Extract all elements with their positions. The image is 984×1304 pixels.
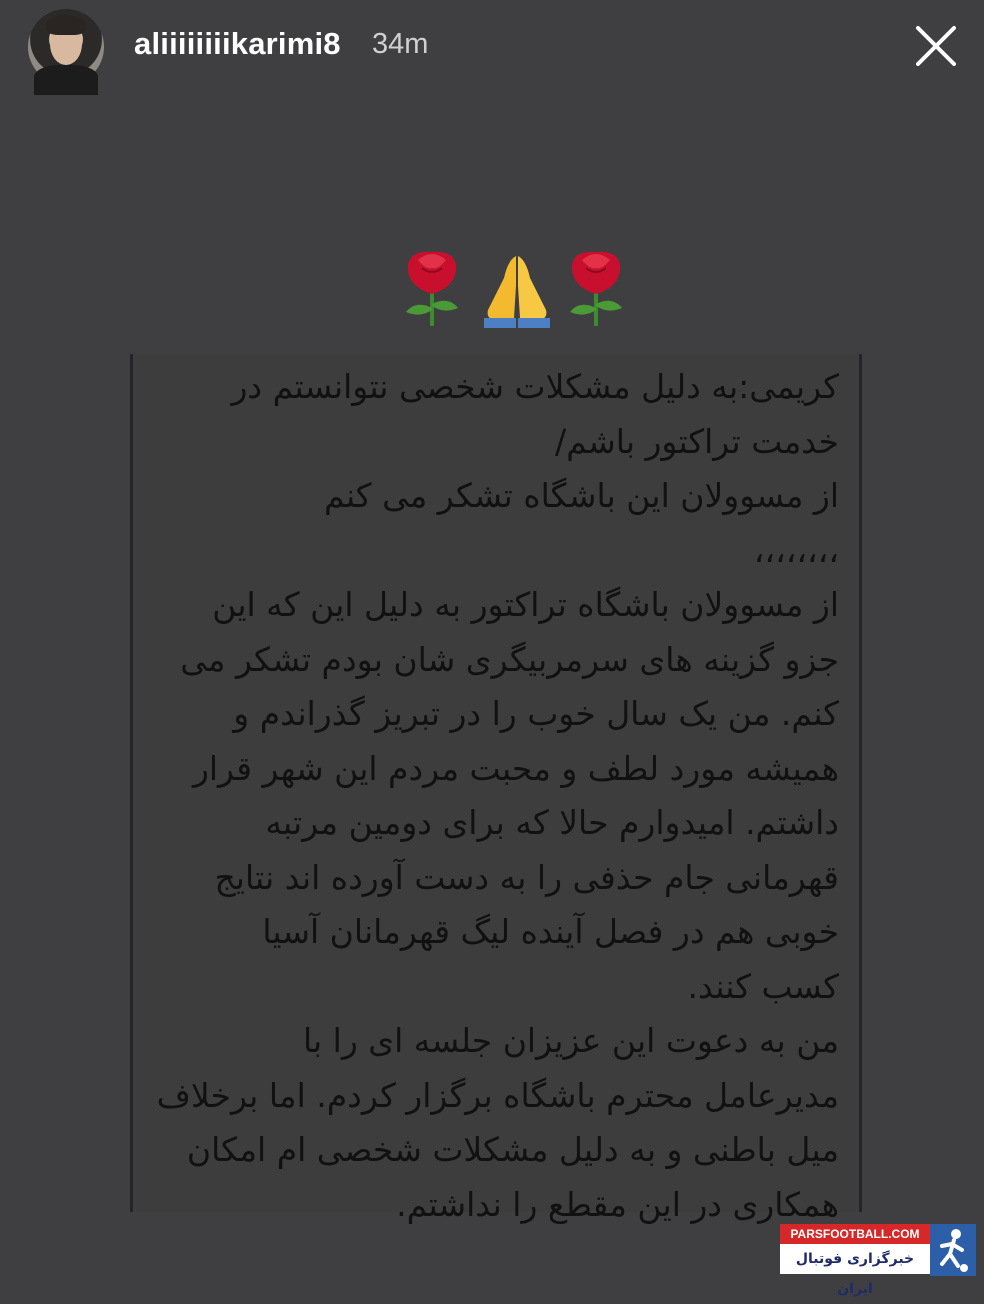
statement-line: مدیرعامل محترم باشگاه برگزار کردم. اما برخلاف bbox=[156, 1075, 839, 1115]
parsfootball-watermark bbox=[780, 1224, 976, 1297]
statement-line: کریمی:به دلیل مشکلات شخصی نتوانستم در bbox=[231, 367, 839, 406]
statement-line: خدمت تراکتور باشم/ bbox=[555, 421, 839, 461]
rose-icon bbox=[570, 252, 622, 326]
statement-line: میل باطنی و به دلیل مشکلات شخصی ام امکان bbox=[186, 1130, 839, 1169]
emoji-row bbox=[392, 246, 642, 330]
statement-line: خوبی هم در فصل آینده لیگ قهرمانان آسیا bbox=[262, 912, 839, 951]
watermark-site: PARSFOOTBALL.COM bbox=[780, 1224, 930, 1244]
close-icon[interactable] bbox=[912, 22, 960, 70]
avatar-shirt bbox=[34, 65, 98, 95]
statement-text bbox=[149, 360, 839, 1232]
username[interactable]: aliiiiiiiikarimi8 bbox=[134, 26, 341, 61]
statement-line: همیشه مورد لطف و محبت مردم این شهر قرار bbox=[192, 748, 839, 788]
statement-line: من به دعوت این عزیزان جلسه ای را با bbox=[302, 1021, 839, 1060]
avatar-hair bbox=[46, 15, 86, 35]
statement-line: ،،،،،،،، bbox=[753, 530, 839, 570]
statement-note bbox=[130, 354, 862, 1224]
statement-line: از مسوولان باشگاه تراکتور به دلیل این که این bbox=[212, 585, 839, 624]
statement-line: همکاری در این مقطع را نداشتم. bbox=[396, 1184, 839, 1224]
profile-avatar[interactable] bbox=[28, 9, 104, 85]
story-header bbox=[0, 0, 984, 96]
statement-line: کنم. من یک سال خوب را در تبریز گذراندم و bbox=[233, 694, 839, 733]
statement-line: جزو گزینه های سرمربیگری شان بودم تشکر می bbox=[180, 639, 839, 679]
statement-line: داشتم. امیدوارم حالا که برای دومین مرتبه bbox=[265, 803, 839, 842]
statement-line: کسب کنند. bbox=[687, 966, 839, 1006]
statement-line: قهرمانی جام حذفی را به دست آورده اند نتایج bbox=[214, 857, 839, 897]
story-timestamp: 34m bbox=[372, 28, 429, 60]
folded-hands-icon bbox=[484, 256, 550, 328]
football-player-icon bbox=[930, 1224, 976, 1276]
statement-line: از مسوولان این باشگاه تشکر می کنم bbox=[324, 476, 839, 515]
rose-icon bbox=[406, 252, 458, 326]
watermark-tagline: خبرگزاری فوتبال ایران bbox=[780, 1244, 930, 1274]
